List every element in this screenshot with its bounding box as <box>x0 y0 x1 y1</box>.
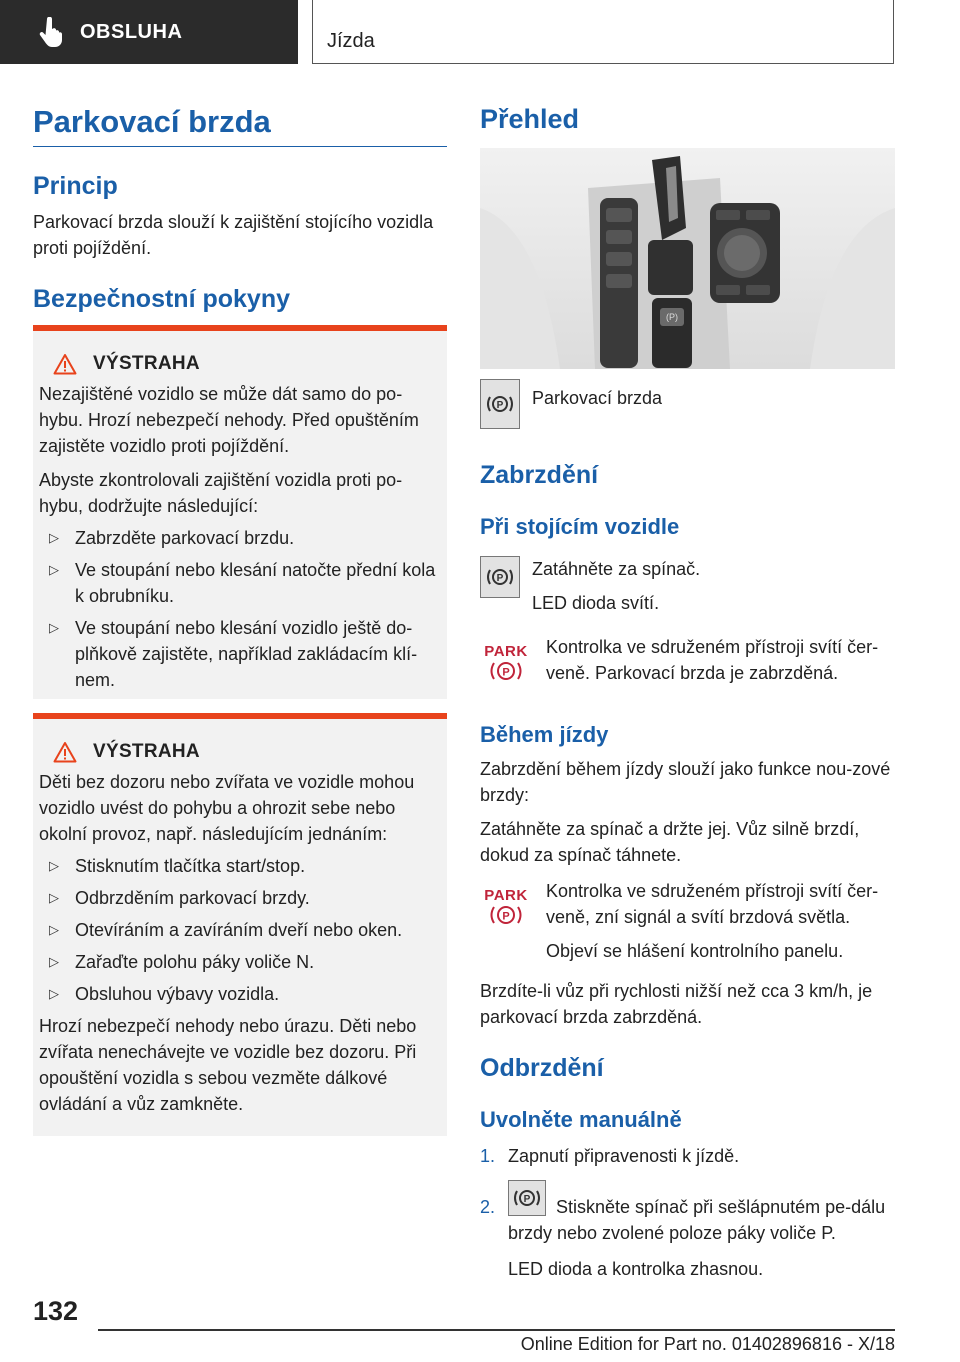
list-item: ▷ Ve stoupání nebo klesání natočte přední kola k obrubníku. <box>39 557 439 609</box>
list-item: ▷ Zařaďte polohu páky voliče N. <box>39 949 439 975</box>
driving-heading: Během jízdy <box>480 722 609 747</box>
triangle-bullet-icon: ▷ <box>49 986 59 1001</box>
step-2-text: Stiskněte spínač při sešlápnutém pe-dálu brzdy nebo zvolené poloze páky voliče P. <box>508 1197 886 1243</box>
triangle-bullet-icon: ▷ <box>49 954 59 969</box>
hand-pointer-icon <box>38 17 66 47</box>
warning-label-2: VÝSTRAHA <box>93 741 200 762</box>
step-number: 2. <box>480 1197 496 1217</box>
warning-label-1: VÝSTRAHA <box>93 353 200 374</box>
list-item: ▷ Ve stoupání nebo klesání vozidlo ještě do-plňkově zajistěte, například zakládacím klí-nem. <box>39 615 439 693</box>
triangle-bullet-icon: ▷ <box>49 562 59 577</box>
legend-row <box>480 379 895 429</box>
list-item: ▷ Odbrzděním parkovací brzdy. <box>39 885 439 911</box>
safety-heading: Bezpečnostní pokyny <box>33 285 290 313</box>
stationary-heading: Při stojícím vozidle <box>480 514 680 539</box>
release-section <box>480 1054 895 1133</box>
svg-text:P: P <box>496 573 504 584</box>
warning-header-1 <box>53 353 439 375</box>
page-title-block <box>33 104 447 140</box>
step-number: 1. <box>480 1146 496 1166</box>
triangle-bullet-icon: ▷ <box>49 890 59 905</box>
legend-label: Parkovací brzda <box>532 388 663 408</box>
section-tab-label: OBSLUHA <box>80 20 183 43</box>
princip-section <box>33 172 447 261</box>
warning-triangle-icon <box>53 353 77 375</box>
overview-heading: Přehled <box>480 104 580 134</box>
park-warning-lamp-icon: PARK P <box>484 643 528 679</box>
warning-box-1 <box>33 325 447 699</box>
svg-text:P: P <box>502 910 510 923</box>
driving-section <box>480 722 895 868</box>
triangle-bullet-icon: ▷ <box>49 858 59 873</box>
stationary-row <box>480 556 895 616</box>
princip-text: Parkovací brzda slouží k zajištění stojícího vozidla proti pojíždění. <box>33 212 434 258</box>
stationary-text-3: Kontrolka ve sdruženém přístroji svítí čer-veně. Parkovací brzda je zabrzděná. <box>546 637 879 683</box>
driving-text-1: Zabrzdění během jízdy slouží jako funkce nou-zové brzdy: <box>480 759 891 805</box>
step-2 <box>480 1180 895 1279</box>
triangle-bullet-icon: ▷ <box>49 620 59 635</box>
section-tab[interactable] <box>0 0 298 64</box>
edition-note: Online Edition for Part no. 01402896816 - X/18 <box>520 1334 895 1354</box>
stationary-text-2: LED dioda svítí. <box>532 593 660 613</box>
svg-text:P: P <box>523 1194 531 1205</box>
warning1-text-1: Nezajištěné vozidlo se může dát samo do po-hybu. Hrozí nebezpečí nehody. Před opuštěním zajistěte vozidlo proti pojíždění. <box>39 384 419 456</box>
chapter-title: Jízda <box>327 30 375 52</box>
list-item: ▷ Obsluhou výbavy vozidla. <box>39 981 439 1007</box>
safety-section <box>33 285 447 314</box>
warning-header-2 <box>53 741 439 763</box>
warning2-text-2: Hrozí nebezpečí nehody nebo úrazu. Děti nebo zvířata nenechávejte ve vozidle bez dozoru. Při opouštění vozidla s sebou vezměte dálkové ovládání a vůz zamkněte. <box>39 1016 417 1114</box>
warning2-text-1: Děti bez dozoru nebo zvířata ve vozidle mohou vozidlo uvést do pohybu a ohrozit sebe nebo okolní provoz, např. následujícím jednáním: <box>39 772 415 844</box>
list-item: ▷ Otevíráním a zavíráním dveří nebo oken. <box>39 917 439 943</box>
driving-text-2: Zatáhněte za spínač a držte jej. Vůz silně brzdí, dokud za spínač táhnete. <box>480 819 860 865</box>
apply-heading: Zabrzdění <box>480 461 599 489</box>
apply-section <box>480 461 895 540</box>
footer-rule <box>98 1329 895 1331</box>
svg-text:P: P <box>502 666 510 679</box>
list-item: ▷ Stisknutím tlačítka start/stop. <box>39 853 439 879</box>
center-console-photo <box>480 148 895 369</box>
title-rule <box>33 146 447 147</box>
page-title: Parkovací brzda <box>33 104 271 139</box>
parking-brake-switch-icon <box>480 556 520 598</box>
overview-section <box>480 104 895 135</box>
driving-text-3: Kontrolka ve sdruženém přístroji svítí čer-veně, zní signál a svítí brzdová světla. <box>546 881 879 927</box>
release-heading: Odbrzdění <box>480 1054 604 1082</box>
park-indicator-row-2 <box>480 878 895 964</box>
stationary-text-1: Zatáhněte za spínač. <box>532 559 701 579</box>
princip-heading: Princip <box>33 172 118 200</box>
step-1-text: Zapnutí připravenosti k jízdě. <box>508 1146 740 1166</box>
svg-text:(P): (P) <box>666 312 678 322</box>
triangle-bullet-icon: ▷ <box>49 922 59 937</box>
park-indicator-row-1 <box>480 634 895 687</box>
warning-box-2 <box>33 713 447 1136</box>
page-number: 132 <box>33 1296 79 1326</box>
step-2-subtext: LED dioda a kontrolka zhasnou. <box>508 1259 764 1279</box>
svg-text:P: P <box>496 400 504 411</box>
warning-triangle-icon <box>53 741 77 763</box>
step-1 <box>480 1143 895 1169</box>
center-console-illustration <box>480 148 895 369</box>
driving-text-5: Brzdíte-li vůz při rychlosti nižší než cca 3 km/h, je parkovací brzda zabrzděná. <box>480 981 873 1027</box>
list-item: ▷ Zabrzděte parkovací brzdu. <box>39 525 439 551</box>
warning1-text-2: Abyste zkontrolovali zajištění vozidla proti po-hybu, dodržujte následující: <box>39 470 403 516</box>
manual-heading: Uvolněte manuálně <box>480 1107 682 1132</box>
parking-brake-switch-icon <box>480 379 520 429</box>
park-warning-lamp-icon: PARK P <box>484 887 528 923</box>
chapter-header <box>312 0 894 64</box>
triangle-bullet-icon: ▷ <box>49 530 59 545</box>
speed-note <box>480 978 895 1030</box>
driving-text-4: Objeví se hlášení kontrolního panelu. <box>546 941 844 961</box>
